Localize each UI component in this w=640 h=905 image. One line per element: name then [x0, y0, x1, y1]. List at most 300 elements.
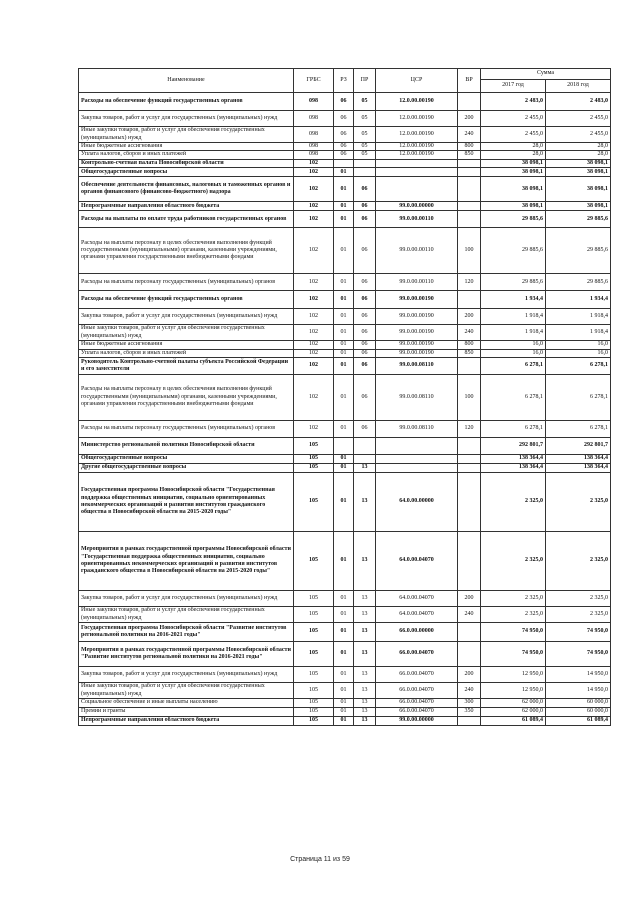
cell-name: Непрограммные направления областного бюджета — [79, 202, 294, 211]
header-sum: Сумма — [481, 69, 611, 80]
cell-vr — [458, 93, 481, 111]
table-row — [79, 291, 611, 309]
cell-y2: 2 325,0 — [546, 532, 611, 591]
cell-vr: 240 — [458, 683, 481, 699]
cell-rz: 01 — [334, 202, 354, 211]
cell-y2: 2 325,0 — [546, 607, 611, 623]
cell-grbs: 105 — [294, 717, 334, 726]
cell-y1: 29 885,6 — [481, 211, 546, 228]
cell-pr: 13 — [354, 473, 376, 532]
cell-vr — [458, 358, 481, 375]
cell-pr: 06 — [354, 309, 376, 325]
cell-pr: 06 — [354, 375, 376, 421]
cell-y2: 138 364,4 — [546, 464, 611, 473]
table-row — [79, 455, 611, 464]
table-row — [79, 159, 611, 167]
cell-y2: 2 483,0 — [546, 93, 611, 111]
table-row — [79, 607, 611, 623]
table-row — [79, 211, 611, 228]
table-row — [79, 151, 611, 159]
cell-y1: 29 885,6 — [481, 274, 546, 291]
cell-grbs: 105 — [294, 699, 334, 708]
cell-name: Закупка товаров, работ и услуг для государственных (муниципальных) нужд — [79, 111, 294, 127]
cell-y2: 138 364,4 — [546, 455, 611, 464]
cell-y2: 6 278,1 — [546, 421, 611, 438]
cell-pr: 05 — [354, 151, 376, 159]
cell-name: Иные закупки товаров, работ и услуг для обеспечения государственных (муниципальных) нужд — [79, 607, 294, 623]
cell-y2: 29 885,6 — [546, 211, 611, 228]
cell-rz: 01 — [334, 464, 354, 473]
cell-rz: 01 — [334, 591, 354, 607]
cell-pr: 13 — [354, 642, 376, 667]
cell-vr — [458, 168, 481, 177]
cell-grbs: 105 — [294, 591, 334, 607]
cell-y1: 2 325,0 — [481, 607, 546, 623]
cell-pr: 06 — [354, 274, 376, 291]
cell-name: Уплата налогов, сборов и иных платежей — [79, 151, 294, 159]
cell-y1: 28,0 — [481, 151, 546, 159]
table-row — [79, 591, 611, 607]
cell-y2: 60 000,0 — [546, 708, 611, 717]
cell-vr — [458, 532, 481, 591]
cell-rz: 01 — [334, 341, 354, 349]
cell-vr: 800 — [458, 143, 481, 151]
cell-name: Мероприятия в рамках государственной программы Новосибирской области "Развитие институтов региональной политики на 2016-2021 годы" — [79, 642, 294, 667]
cell-pr: 06 — [354, 202, 376, 211]
cell-name: Руководитель Контрольно-счетной палаты субъекта Российской Федерации и его заместители — [79, 358, 294, 375]
table-row — [79, 532, 611, 591]
cell-csr: 64.0.00.00000 — [376, 473, 458, 532]
cell-rz: 06 — [334, 127, 354, 143]
table-row — [79, 325, 611, 341]
cell-pr: 06 — [354, 325, 376, 341]
header-csr: ЦСР — [376, 69, 458, 93]
cell-rz: 01 — [334, 177, 354, 202]
cell-y1: 38 098,1 — [481, 159, 546, 167]
cell-y1: 2 325,0 — [481, 591, 546, 607]
cell-grbs: 102 — [294, 228, 334, 274]
cell-y1: 28,0 — [481, 143, 546, 151]
cell-vr: 240 — [458, 127, 481, 143]
header-year-2017: 2017 год — [481, 80, 546, 93]
cell-csr — [376, 455, 458, 464]
table-row — [79, 717, 611, 726]
header-pr: ПР — [354, 69, 376, 93]
cell-csr: 12.0.00.00190 — [376, 111, 458, 127]
header-grbs: ГРБС — [294, 69, 334, 93]
cell-y2: 38 098,1 — [546, 177, 611, 202]
cell-csr: 99.0.00.00110 — [376, 211, 458, 228]
cell-y2: 6 278,1 — [546, 358, 611, 375]
cell-y1: 292 801,7 — [481, 438, 546, 455]
cell-vr — [458, 717, 481, 726]
cell-vr: 800 — [458, 341, 481, 349]
table-row — [79, 642, 611, 667]
cell-csr: 64.0.00.04070 — [376, 532, 458, 591]
cell-name: Иные бюджетные ассигнования — [79, 143, 294, 151]
cell-rz: 06 — [334, 111, 354, 127]
cell-y1: 74 950,0 — [481, 623, 546, 642]
cell-pr: 06 — [354, 228, 376, 274]
cell-y2: 74 950,0 — [546, 623, 611, 642]
cell-pr: 05 — [354, 93, 376, 111]
cell-name: Закупка товаров, работ и услуг для государственных (муниципальных) нужд — [79, 309, 294, 325]
cell-rz: 01 — [334, 717, 354, 726]
cell-grbs: 102 — [294, 421, 334, 438]
cell-rz: 01 — [334, 607, 354, 623]
cell-pr: 13 — [354, 683, 376, 699]
cell-y1: 12 950,0 — [481, 683, 546, 699]
cell-csr: 64.0.00.04070 — [376, 607, 458, 623]
cell-y1: 74 950,0 — [481, 642, 546, 667]
cell-pr — [354, 168, 376, 177]
cell-pr: 06 — [354, 291, 376, 309]
cell-grbs: 105 — [294, 642, 334, 667]
cell-y2: 2 325,0 — [546, 473, 611, 532]
cell-name: Социальное обеспечение и иные выплаты населению — [79, 699, 294, 708]
header-vr: ВР — [458, 69, 481, 93]
cell-rz — [334, 159, 354, 167]
table-row — [79, 143, 611, 151]
cell-y2: 2 325,0 — [546, 591, 611, 607]
table-row — [79, 228, 611, 274]
cell-y1: 62 000,0 — [481, 708, 546, 717]
cell-pr — [354, 455, 376, 464]
cell-pr: 13 — [354, 667, 376, 683]
cell-name: Премии и гранты — [79, 708, 294, 717]
cell-vr: 120 — [458, 274, 481, 291]
cell-y1: 138 364,4 — [481, 464, 546, 473]
table-body — [79, 93, 611, 726]
cell-y2: 38 098,1 — [546, 159, 611, 167]
cell-pr: 13 — [354, 591, 376, 607]
cell-name: Контрольно-счетная палата Новосибирской области — [79, 159, 294, 167]
cell-rz: 01 — [334, 274, 354, 291]
cell-y1: 1 918,4 — [481, 309, 546, 325]
cell-y2: 29 885,6 — [546, 228, 611, 274]
cell-csr: 99.0.00.00110 — [376, 274, 458, 291]
table-row — [79, 708, 611, 717]
cell-csr: 64.0.00.04070 — [376, 591, 458, 607]
cell-y2: 2 455,0 — [546, 127, 611, 143]
cell-pr: 13 — [354, 464, 376, 473]
cell-csr: 99.0.00.00190 — [376, 349, 458, 357]
cell-vr — [458, 291, 481, 309]
cell-vr: 200 — [458, 591, 481, 607]
cell-csr: 12.0.00.00190 — [376, 93, 458, 111]
cell-vr — [458, 177, 481, 202]
cell-grbs: 098 — [294, 143, 334, 151]
cell-y1: 12 950,0 — [481, 667, 546, 683]
cell-vr — [458, 642, 481, 667]
cell-rz: 01 — [334, 228, 354, 274]
cell-y1: 16,0 — [481, 341, 546, 349]
cell-y1: 16,0 — [481, 349, 546, 357]
cell-csr: 99.0.00.00110 — [376, 228, 458, 274]
cell-rz: 01 — [334, 211, 354, 228]
cell-vr: 200 — [458, 667, 481, 683]
cell-grbs: 102 — [294, 349, 334, 357]
cell-name: Государственная программа Новосибирской области "Государственная поддержка общественных инициатив, социально ориентированных некоммерческих организаций и развития институтов гражданского общества в Новосибирской области на 2015-2020 годы" — [79, 473, 294, 532]
table-row — [79, 202, 611, 211]
cell-y2: 28,0 — [546, 151, 611, 159]
cell-vr — [458, 473, 481, 532]
cell-name: Закупка товаров, работ и услуг для государственных (муниципальных) нужд — [79, 667, 294, 683]
cell-grbs: 102 — [294, 211, 334, 228]
table-row — [79, 375, 611, 421]
table-row — [79, 168, 611, 177]
cell-name: Закупка товаров, работ и услуг для государственных (муниципальных) нужд — [79, 591, 294, 607]
cell-y1: 1 934,4 — [481, 291, 546, 309]
budget-table — [78, 68, 611, 726]
cell-csr: 12.0.00.00190 — [376, 151, 458, 159]
cell-rz — [334, 438, 354, 455]
cell-csr: 99.0.00.00190 — [376, 325, 458, 341]
cell-y2: 14 950,0 — [546, 667, 611, 683]
header-name: Наименование — [79, 69, 294, 93]
table-row — [79, 111, 611, 127]
cell-name: Общегосударственные вопросы — [79, 455, 294, 464]
cell-name: Расходы на выплаты персоналу государственных (муниципальных) органов — [79, 274, 294, 291]
cell-grbs: 102 — [294, 309, 334, 325]
cell-y2: 292 801,7 — [546, 438, 611, 455]
cell-name: Иные закупки товаров, работ и услуг для обеспечения государственных (муниципальных) нужд — [79, 683, 294, 699]
cell-y2: 1 918,4 — [546, 309, 611, 325]
cell-grbs: 105 — [294, 473, 334, 532]
cell-y1: 1 918,4 — [481, 325, 546, 341]
cell-y2: 38 098,1 — [546, 202, 611, 211]
cell-grbs: 102 — [294, 325, 334, 341]
cell-vr: 200 — [458, 309, 481, 325]
table-row — [79, 177, 611, 202]
cell-grbs: 105 — [294, 464, 334, 473]
cell-vr: 850 — [458, 349, 481, 357]
cell-grbs: 105 — [294, 683, 334, 699]
cell-grbs: 102 — [294, 159, 334, 167]
cell-vr: 100 — [458, 228, 481, 274]
cell-vr: 200 — [458, 111, 481, 127]
cell-csr — [376, 438, 458, 455]
table-row — [79, 349, 611, 357]
cell-y1: 6 278,1 — [481, 375, 546, 421]
cell-csr — [376, 168, 458, 177]
cell-y1: 38 098,1 — [481, 177, 546, 202]
cell-pr: 06 — [354, 211, 376, 228]
cell-pr: 13 — [354, 607, 376, 623]
cell-rz: 06 — [334, 143, 354, 151]
cell-csr: 66.0.00.00000 — [376, 623, 458, 642]
cell-y1: 61 089,4 — [481, 717, 546, 726]
cell-rz: 01 — [334, 683, 354, 699]
cell-y1: 38 098,1 — [481, 168, 546, 177]
document-page — [78, 68, 610, 726]
cell-rz: 01 — [334, 667, 354, 683]
cell-pr: 13 — [354, 532, 376, 591]
cell-name: Расходы на обеспечение функций государственных органов — [79, 291, 294, 309]
cell-grbs: 105 — [294, 708, 334, 717]
cell-rz: 06 — [334, 93, 354, 111]
cell-grbs: 102 — [294, 177, 334, 202]
cell-pr: 06 — [354, 177, 376, 202]
cell-rz: 01 — [334, 532, 354, 591]
cell-grbs: 105 — [294, 455, 334, 464]
table-row — [79, 421, 611, 438]
cell-rz: 01 — [334, 358, 354, 375]
cell-rz: 01 — [334, 168, 354, 177]
cell-grbs: 102 — [294, 291, 334, 309]
cell-y1: 138 364,4 — [481, 455, 546, 464]
cell-vr — [458, 438, 481, 455]
cell-rz: 01 — [334, 421, 354, 438]
cell-csr — [376, 159, 458, 167]
table-row — [79, 623, 611, 642]
cell-rz: 01 — [334, 309, 354, 325]
cell-rz: 01 — [334, 349, 354, 357]
cell-csr: 12.0.00.00190 — [376, 127, 458, 143]
cell-grbs: 105 — [294, 532, 334, 591]
cell-pr: 13 — [354, 699, 376, 708]
cell-rz: 01 — [334, 699, 354, 708]
cell-rz: 06 — [334, 151, 354, 159]
cell-name: Расходы на выплаты персоналу в целях обеспечения выполнения функций государственными (муниципальными) органами, казенными учреждениями, органами управления государственными внебюджетными фондами — [79, 228, 294, 274]
cell-rz: 01 — [334, 291, 354, 309]
cell-csr: 99.0.00.00000 — [376, 717, 458, 726]
cell-name: Обеспечение деятельности финансовых, налоговых и таможенных органов и органов финансового (финансово-бюджетного) надзора — [79, 177, 294, 202]
cell-name: Расходы на выплаты персоналу в целях обеспечения выполнения функций государственными (муниципальными) органами, казенными учреждениями, органами управления государственными внебюджетными фондами — [79, 375, 294, 421]
cell-y1: 6 278,1 — [481, 358, 546, 375]
cell-grbs: 105 — [294, 667, 334, 683]
cell-grbs: 102 — [294, 168, 334, 177]
table-row — [79, 93, 611, 111]
cell-y2: 60 000,0 — [546, 699, 611, 708]
table-row — [79, 699, 611, 708]
cell-rz: 01 — [334, 623, 354, 642]
cell-vr — [458, 455, 481, 464]
cell-pr: 06 — [354, 421, 376, 438]
header-year-2018: 2018 год — [546, 80, 611, 93]
cell-csr: 99.0.00.00190 — [376, 341, 458, 349]
cell-csr: 66.0.00.04070 — [376, 683, 458, 699]
cell-name: Иные закупки товаров, работ и услуг для обеспечения государственных (муниципальных) нужд — [79, 127, 294, 143]
cell-pr — [354, 438, 376, 455]
cell-grbs: 098 — [294, 93, 334, 111]
cell-y1: 62 000,0 — [481, 699, 546, 708]
cell-y1: 38 098,1 — [481, 202, 546, 211]
table-row — [79, 667, 611, 683]
cell-y2: 74 950,0 — [546, 642, 611, 667]
cell-pr: 06 — [354, 341, 376, 349]
cell-vr: 120 — [458, 421, 481, 438]
table-row — [79, 438, 611, 455]
cell-csr: 12.0.00.00190 — [376, 143, 458, 151]
cell-pr: 05 — [354, 127, 376, 143]
cell-vr: 240 — [458, 325, 481, 341]
cell-csr: 99.0.00.08110 — [376, 358, 458, 375]
cell-rz: 01 — [334, 455, 354, 464]
cell-y1: 2 325,0 — [481, 532, 546, 591]
cell-pr: 05 — [354, 111, 376, 127]
cell-name: Расходы на обеспечение функций государственных органов — [79, 93, 294, 111]
cell-y2: 2 455,0 — [546, 111, 611, 127]
cell-vr: 850 — [458, 151, 481, 159]
cell-grbs: 102 — [294, 202, 334, 211]
header-rz: РЗ — [334, 69, 354, 93]
cell-y2: 6 278,1 — [546, 375, 611, 421]
cell-y2: 61 089,4 — [546, 717, 611, 726]
cell-pr: 13 — [354, 717, 376, 726]
cell-y2: 14 950,0 — [546, 683, 611, 699]
table-row — [79, 358, 611, 375]
table-row — [79, 464, 611, 473]
cell-y1: 29 885,6 — [481, 228, 546, 274]
table-row — [79, 309, 611, 325]
cell-pr: 06 — [354, 358, 376, 375]
cell-y2: 28,0 — [546, 143, 611, 151]
cell-y2: 1 918,4 — [546, 325, 611, 341]
cell-csr: 99.0.00.00190 — [376, 309, 458, 325]
table-row — [79, 341, 611, 349]
cell-y1: 2 483,0 — [481, 93, 546, 111]
cell-grbs: 105 — [294, 607, 334, 623]
cell-pr — [354, 159, 376, 167]
cell-y2: 1 934,4 — [546, 291, 611, 309]
table-row — [79, 274, 611, 291]
cell-csr — [376, 464, 458, 473]
cell-csr: 66.0.00.04070 — [376, 699, 458, 708]
cell-vr: 100 — [458, 375, 481, 421]
cell-csr: 66.0.00.04070 — [376, 708, 458, 717]
cell-pr: 05 — [354, 143, 376, 151]
cell-grbs: 098 — [294, 111, 334, 127]
cell-y2: 16,0 — [546, 349, 611, 357]
cell-grbs: 102 — [294, 375, 334, 421]
cell-csr: 99.0.00.00000 — [376, 202, 458, 211]
cell-vr — [458, 464, 481, 473]
cell-vr: 240 — [458, 607, 481, 623]
cell-pr: 13 — [354, 623, 376, 642]
cell-name: Другие общегосударственные вопросы — [79, 464, 294, 473]
cell-name: Непрограммные направления областного бюджета — [79, 717, 294, 726]
cell-vr — [458, 159, 481, 167]
cell-grbs: 102 — [294, 274, 334, 291]
cell-y2: 29 885,6 — [546, 274, 611, 291]
cell-rz: 01 — [334, 473, 354, 532]
cell-grbs: 098 — [294, 127, 334, 143]
cell-grbs: 098 — [294, 151, 334, 159]
cell-csr — [376, 177, 458, 202]
table-row — [79, 683, 611, 699]
page-number: Страница 11 из 59 — [290, 856, 350, 863]
cell-name: Общегосударственные вопросы — [79, 168, 294, 177]
cell-vr: 300 — [458, 699, 481, 708]
cell-grbs: 105 — [294, 623, 334, 642]
cell-vr — [458, 623, 481, 642]
cell-y1: 6 278,1 — [481, 421, 546, 438]
cell-rz: 01 — [334, 708, 354, 717]
cell-vr — [458, 202, 481, 211]
table-row — [79, 473, 611, 532]
table-row — [79, 127, 611, 143]
cell-csr: 99.0.00.08110 — [376, 421, 458, 438]
cell-csr: 66.0.00.04070 — [376, 642, 458, 667]
cell-vr — [458, 211, 481, 228]
cell-csr: 66.0.00.04070 — [376, 667, 458, 683]
cell-rz: 01 — [334, 375, 354, 421]
cell-y2: 16,0 — [546, 341, 611, 349]
cell-pr: 13 — [354, 708, 376, 717]
cell-csr: 99.0.00.00190 — [376, 291, 458, 309]
cell-grbs: 105 — [294, 438, 334, 455]
